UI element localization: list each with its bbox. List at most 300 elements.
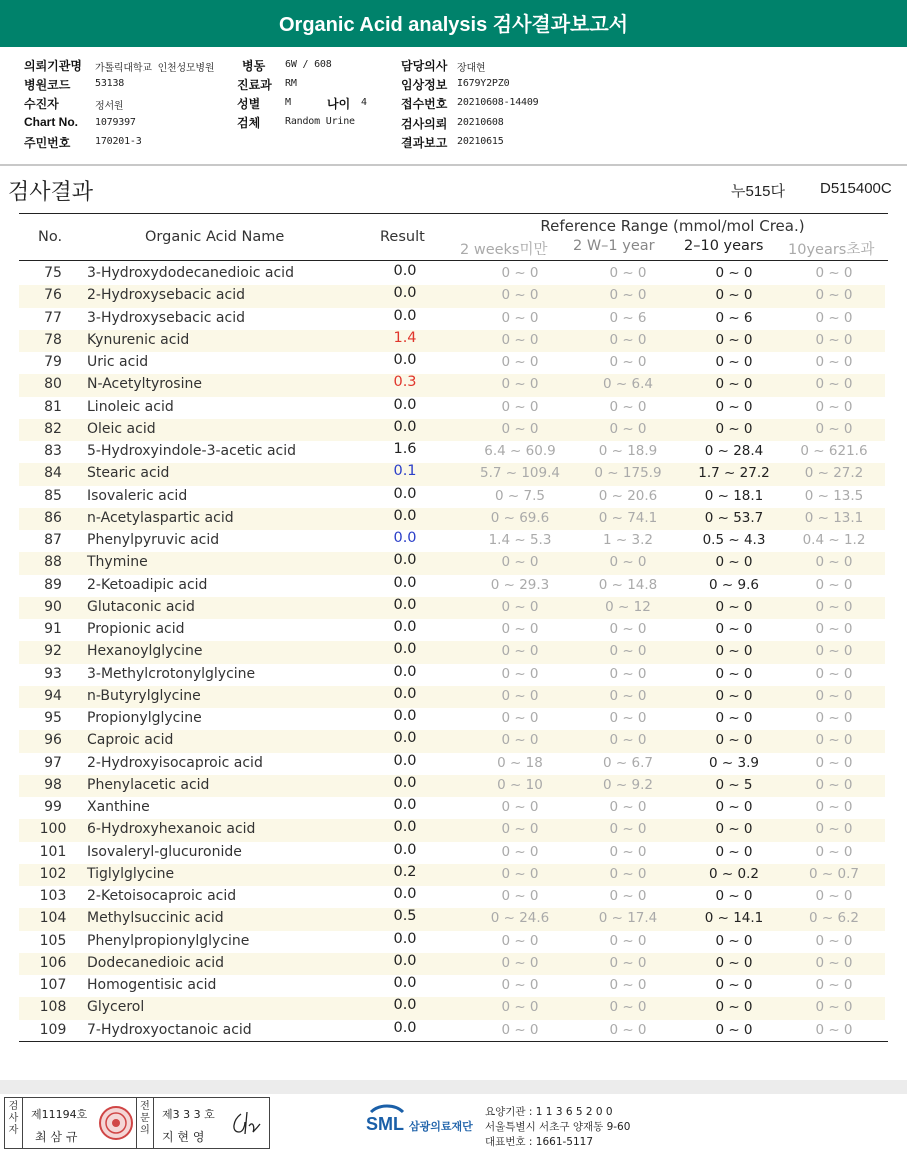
- table-row: [19, 664, 885, 686]
- row-range-10y: 0 ~ 6.2: [809, 910, 859, 927]
- table-row: [19, 463, 885, 485]
- row-name: 3-Hydroxysebacic acid: [87, 309, 245, 326]
- row-result: 0.0: [393, 819, 417, 836]
- examinee-value: 정서원: [95, 101, 124, 112]
- row-range-2weeks: 0 ~ 0: [501, 954, 539, 971]
- row-range-2-10y: 0 ~ 3.9: [709, 754, 759, 771]
- examiner-label: 검 사 자: [5, 1098, 23, 1148]
- sml-wordmark: SML: [366, 1114, 404, 1134]
- specimen-label: 검체: [237, 116, 261, 130]
- row-range-10y: 0 ~ 0: [815, 799, 853, 815]
- row-range-2-10y: 0 ~ 0: [715, 598, 753, 615]
- row-range-2-10y: 0 ~ 0: [715, 420, 753, 437]
- table-row: [19, 441, 885, 463]
- row-range-2-10y: 0 ~ 0: [715, 843, 753, 860]
- row-range-2weeks: 0 ~ 24.6: [490, 910, 550, 927]
- section-code-2: D515400C: [820, 180, 892, 197]
- request-value: 20210608: [457, 117, 504, 128]
- row-range-10y: 0 ~ 0: [815, 621, 853, 637]
- row-range-10y: 0 ~ 0: [815, 888, 853, 904]
- row-result: 0.0: [393, 730, 417, 747]
- institution-value: 가톨릭대학교 인천성모병원: [95, 63, 215, 74]
- row-range-2weeks: 0 ~ 0: [501, 932, 539, 949]
- receipt-value: 20210608-14409: [457, 97, 539, 108]
- table-row: [19, 775, 885, 797]
- receipt-label: 접수번호: [401, 97, 448, 111]
- row-range-2weeks: 0 ~ 0: [501, 287, 539, 304]
- row-range-10y: 0 ~ 0: [815, 954, 853, 971]
- row-range-2w1y: 0 ~ 0: [609, 954, 647, 971]
- row-range-2weeks: 0 ~ 10: [497, 776, 543, 793]
- subheader-10y: 10years초과: [788, 242, 875, 258]
- report-date-value: 20210615: [457, 136, 504, 147]
- row-range-2-10y: 0 ~ 0: [715, 999, 753, 1016]
- row-range-10y: 0 ~ 0: [815, 554, 853, 571]
- row-name: Hexanoylglycine: [87, 643, 203, 660]
- row-range-2w1y: 0 ~ 0: [609, 977, 647, 993]
- row-no: 81: [44, 398, 62, 415]
- row-range-2w1y: 0 ~ 17.4: [598, 910, 658, 927]
- row-range-10y: 0 ~ 0: [815, 265, 853, 281]
- row-range-2w1y: 0 ~ 6.4: [603, 376, 653, 393]
- chart-label: Chart No.: [24, 115, 78, 129]
- row-range-2w1y: 0 ~ 0: [609, 265, 647, 281]
- subheader-2w1y: 2 W–1 year: [573, 238, 655, 254]
- sml-logo: [365, 1102, 483, 1142]
- row-range-2weeks: 0 ~ 0: [501, 265, 539, 281]
- patient-info-block: [0, 50, 907, 164]
- row-range-2w1y: 0 ~ 0: [609, 621, 647, 637]
- row-range-2-10y: 0 ~ 0: [715, 331, 753, 348]
- table-row: [19, 842, 885, 864]
- row-range-2w1y: 0 ~ 0: [609, 732, 647, 749]
- row-name: Phenylpropionylglycine: [87, 932, 250, 949]
- row-no: 75: [44, 265, 62, 281]
- row-result: 0.2: [393, 863, 417, 880]
- table-row: [19, 352, 885, 374]
- specialist-no: 제3 3 3 호: [162, 1108, 215, 1121]
- table-row: [19, 374, 885, 396]
- ward-label: 병동: [242, 59, 266, 73]
- row-range-2weeks: 0 ~ 0: [501, 710, 539, 726]
- row-range-2weeks: 0 ~ 0: [501, 977, 539, 993]
- row-result: 0.0: [393, 263, 417, 279]
- row-range-2-10y: 0 ~ 0: [715, 554, 753, 571]
- row-range-10y: 0 ~ 0: [815, 331, 853, 348]
- row-range-2-10y: 0 ~ 0: [715, 643, 753, 660]
- row-no: 91: [44, 621, 62, 637]
- row-result: 0.0: [393, 685, 417, 702]
- row-range-2-10y: 0 ~ 0: [715, 265, 753, 281]
- row-no: 88: [44, 554, 62, 571]
- row-result: 0.0: [393, 641, 417, 658]
- row-no: 106: [39, 954, 67, 971]
- institution-code: 요양기관 : 1 1 3 6 5 2 0 0: [485, 1106, 613, 1118]
- row-result: 0.0: [393, 552, 417, 569]
- row-range-2weeks: 0 ~ 0: [501, 331, 539, 348]
- chart-value: 1079397: [95, 117, 136, 128]
- row-range-2weeks: 1.4 ~ 5.3: [488, 532, 552, 548]
- row-no: 108: [39, 999, 67, 1016]
- row-range-2-10y: 0 ~ 5: [715, 776, 753, 793]
- table-row: [19, 864, 885, 886]
- subheader-2-10y: 2–10 years: [684, 238, 764, 254]
- row-range-2w1y: 0 ~ 0: [609, 999, 647, 1016]
- table-row: [19, 619, 885, 641]
- table-row: [19, 597, 885, 619]
- row-range-10y: 0 ~ 0: [815, 1021, 853, 1038]
- sex-label: 성별: [237, 97, 261, 111]
- row-no: 109: [39, 1021, 67, 1038]
- header-result: Result: [380, 229, 425, 245]
- age-value: 4: [361, 97, 367, 108]
- row-range-2w1y: 0 ~ 0: [609, 554, 647, 571]
- row-range-2-10y: 0 ~ 0: [715, 821, 753, 838]
- table-row: [19, 330, 885, 352]
- address: 서울특별시 서초구 양재동 9-60: [485, 1121, 631, 1133]
- examiner-no: 제11194호: [31, 1108, 88, 1121]
- row-range-10y: 0 ~ 0: [815, 420, 853, 437]
- row-no: 76: [44, 287, 62, 304]
- row-result: 0.5: [393, 908, 417, 925]
- hospital-code-value: 53138: [95, 78, 125, 89]
- row-name: Glycerol: [87, 999, 145, 1016]
- table-row: [19, 308, 885, 330]
- table-row: [19, 530, 885, 552]
- row-result: 1.4: [393, 329, 417, 346]
- row-name: Propionic acid: [87, 621, 185, 637]
- row-range-2weeks: 0 ~ 0: [501, 843, 539, 860]
- row-result: 0.0: [393, 997, 417, 1014]
- row-result: 0.0: [393, 774, 417, 791]
- row-name: Phenylpyruvic acid: [87, 532, 220, 548]
- row-range-2weeks: 0 ~ 0: [501, 665, 539, 682]
- row-range-10y: 0 ~ 0: [815, 287, 853, 304]
- table-header-rule: [19, 260, 888, 261]
- resident-label: 주민번호: [24, 136, 71, 150]
- table-row: [19, 730, 885, 752]
- table-row: [19, 797, 885, 819]
- row-range-10y: 0 ~ 0: [815, 821, 853, 838]
- table-row: [19, 975, 885, 997]
- row-name: Phenylacetic acid: [87, 776, 210, 793]
- row-range-2w1y: 0 ~ 0: [609, 420, 647, 437]
- row-range-2weeks: 5.7 ~ 109.4: [479, 465, 560, 482]
- row-name: n-Butyrylglycine: [87, 687, 201, 704]
- row-range-2-10y: 0 ~ 0: [715, 687, 753, 704]
- row-result: 0.0: [393, 708, 417, 724]
- row-result: 0.0: [393, 396, 417, 413]
- row-range-2-10y: 0 ~ 0: [715, 354, 753, 370]
- row-name: n-Acetylaspartic acid: [87, 509, 234, 526]
- row-no: 93: [44, 665, 62, 682]
- row-range-10y: 0 ~ 0: [815, 687, 853, 704]
- clinical-value: I679Y2PZ0: [457, 78, 510, 89]
- request-label: 검사의뢰: [401, 117, 448, 131]
- row-range-2w1y: 0 ~ 6.7: [603, 754, 653, 771]
- row-name: N-Acetyltyrosine: [87, 376, 202, 393]
- row-range-2-10y: 0 ~ 0: [715, 732, 753, 749]
- row-range-2weeks: 0 ~ 0: [501, 999, 539, 1016]
- row-name: Isovaleryl-glucuronide: [87, 843, 242, 860]
- row-range-2weeks: 0 ~ 0: [501, 643, 539, 660]
- doctor-label: 담당의사: [401, 59, 448, 73]
- row-name: Oleic acid: [87, 420, 156, 437]
- row-result: 0.0: [393, 663, 417, 680]
- row-name: Kynurenic acid: [87, 331, 190, 348]
- row-range-10y: 0 ~ 621.6: [800, 443, 868, 459]
- row-range-2-10y: 0 ~ 18.1: [704, 487, 764, 504]
- row-range-2w1y: 0 ~ 20.6: [598, 487, 658, 504]
- row-range-10y: 0.4 ~ 1.2: [802, 532, 866, 548]
- row-range-2weeks: 0 ~ 0: [501, 376, 539, 393]
- divider: [0, 164, 907, 166]
- row-no: 85: [44, 487, 62, 504]
- table-bottom-rule: [19, 1041, 888, 1042]
- table-row: [19, 641, 885, 663]
- row-range-2weeks: 0 ~ 0: [501, 799, 539, 815]
- row-range-10y: 0 ~ 0: [815, 398, 853, 415]
- table-row: [19, 1020, 885, 1042]
- row-result: 0.0: [393, 307, 417, 324]
- table-row: [19, 686, 885, 708]
- row-range-2-10y: 0 ~ 0: [715, 376, 753, 393]
- row-range-10y: 0 ~ 27.2: [804, 465, 864, 482]
- row-range-2-10y: 0 ~ 0: [715, 932, 753, 949]
- dept-label: 진료과: [237, 78, 272, 92]
- row-name: Caproic acid: [87, 732, 174, 749]
- row-range-2-10y: 0 ~ 9.6: [709, 576, 759, 593]
- row-range-2w1y: 0 ~ 74.1: [598, 509, 658, 526]
- row-range-10y: 0 ~ 0: [815, 309, 853, 326]
- row-range-2w1y: 0 ~ 0: [609, 821, 647, 838]
- row-range-2-10y: 0 ~ 53.7: [704, 509, 764, 526]
- row-result: 0.0: [393, 352, 417, 368]
- row-range-2w1y: 0 ~ 0: [609, 932, 647, 949]
- report-date-label: 결과보고: [401, 136, 448, 150]
- row-range-2-10y: 1.7 ~ 27.2: [698, 465, 770, 482]
- table-row: [19, 886, 885, 908]
- subheader-2weeks: 2 weeks미만: [460, 242, 548, 258]
- row-range-2w1y: 0 ~ 0: [609, 331, 647, 348]
- row-no: 80: [44, 376, 62, 393]
- row-no: 92: [44, 643, 62, 660]
- row-range-2w1y: 0 ~ 0: [609, 843, 647, 860]
- row-name: Glutaconic acid: [87, 598, 195, 615]
- section-title: 검사결과: [8, 179, 94, 204]
- row-range-2weeks: 0 ~ 29.3: [490, 576, 550, 593]
- row-range-2-10y: 0 ~ 0.2: [709, 865, 759, 882]
- org-name: 삼광의료재단: [409, 1120, 473, 1133]
- row-range-2weeks: 0 ~ 0: [501, 309, 539, 326]
- row-no: 82: [44, 420, 62, 437]
- row-range-2-10y: 0 ~ 6: [715, 309, 753, 326]
- row-no: 98: [44, 776, 62, 793]
- row-name: 5-Hydroxyindole-3-acetic acid: [87, 443, 297, 459]
- results-table: [19, 263, 885, 1042]
- row-range-2weeks: 0 ~ 0: [501, 354, 539, 370]
- row-range-2weeks: 0 ~ 0: [501, 687, 539, 704]
- row-range-2weeks: 0 ~ 0: [501, 420, 539, 437]
- row-range-2-10y: 0 ~ 0: [715, 888, 753, 904]
- header-no: No.: [38, 229, 63, 245]
- row-range-2-10y: 0.5 ~ 4.3: [702, 532, 766, 548]
- row-range-2weeks: 0 ~ 0: [501, 554, 539, 571]
- institution-label: 의뢰기관명: [24, 59, 82, 73]
- row-range-2weeks: 0 ~ 0: [501, 398, 539, 415]
- row-range-2weeks: 0 ~ 0: [501, 865, 539, 882]
- row-name: Uric acid: [87, 354, 149, 370]
- specialist-label: 전 문 의: [136, 1098, 154, 1148]
- row-no: 87: [44, 532, 62, 548]
- footer-divider: [0, 1080, 907, 1094]
- row-range-2-10y: 0 ~ 0: [715, 665, 753, 682]
- row-range-2weeks: 0 ~ 0: [501, 1021, 539, 1038]
- phone: 대표번호 : 1661-5117: [485, 1136, 594, 1148]
- row-range-10y: 0 ~ 0: [815, 710, 853, 726]
- table-row: [19, 508, 885, 530]
- row-result: 0.0: [393, 930, 417, 947]
- row-no: 78: [44, 331, 62, 348]
- row-range-2w1y: 0 ~ 0: [609, 1021, 647, 1038]
- row-range-2-10y: 0 ~ 0: [715, 710, 753, 726]
- table-row: [19, 397, 885, 419]
- row-name: Propionylglycine: [87, 710, 202, 726]
- row-result: 0.0: [393, 418, 417, 435]
- row-range-10y: 0 ~ 0: [815, 576, 853, 593]
- table-row: [19, 552, 885, 574]
- row-no: 89: [44, 576, 62, 593]
- row-range-2w1y: 0 ~ 12: [605, 598, 651, 615]
- row-result: 0.0: [393, 952, 417, 969]
- row-no: 96: [44, 732, 62, 749]
- row-no: 77: [44, 309, 62, 326]
- row-result: 0.0: [393, 841, 417, 858]
- row-name: 3-Methylcrotonylglycine: [87, 665, 256, 682]
- row-result: 0.0: [393, 285, 417, 302]
- row-range-2weeks: 0 ~ 69.6: [490, 509, 550, 526]
- sml-logo-icon: [365, 1102, 483, 1138]
- row-name: 2-Ketoisocaproic acid: [87, 888, 237, 904]
- dept-value: RM: [285, 78, 297, 89]
- row-range-2w1y: 0 ~ 14.8: [598, 576, 658, 593]
- seal-icon: [98, 1105, 134, 1141]
- row-no: 79: [44, 354, 62, 370]
- row-range-2w1y: 0 ~ 0: [609, 287, 647, 304]
- table-row: [19, 953, 885, 975]
- examinee-label: 수진자: [24, 97, 59, 111]
- row-no: 105: [39, 932, 67, 949]
- row-no: 97: [44, 754, 62, 771]
- row-range-2-10y: 0 ~ 0: [715, 799, 753, 815]
- row-range-2w1y: 0 ~ 0: [609, 398, 647, 415]
- header-name: Organic Acid Name: [145, 229, 285, 245]
- row-name: Methylsuccinic acid: [87, 910, 224, 927]
- table-row: [19, 908, 885, 930]
- row-range-2w1y: 0 ~ 6: [609, 309, 647, 326]
- section-code-1: 누515다: [731, 183, 786, 200]
- row-name: 6-Hydroxyhexanoic acid: [87, 821, 256, 838]
- row-range-2weeks: 0 ~ 0: [501, 732, 539, 749]
- header-reference: Reference Range (mmol/mol Crea.): [540, 217, 805, 235]
- row-name: Stearic acid: [87, 465, 170, 482]
- table-top-rule: [19, 213, 888, 214]
- row-name: 3-Hydroxydodecanedioic acid: [87, 265, 294, 281]
- row-range-10y: 0 ~ 0: [815, 776, 853, 793]
- row-name: Tiglylglycine: [87, 865, 175, 882]
- doctor-value: 장대현: [457, 63, 486, 74]
- row-range-2weeks: 6.4 ~ 60.9: [484, 443, 556, 459]
- row-range-10y: 0 ~ 0: [815, 999, 853, 1016]
- sex-value: M: [285, 97, 291, 108]
- table-row: [19, 708, 885, 730]
- signature-box: [4, 1097, 270, 1149]
- row-range-10y: 0 ~ 0: [815, 665, 853, 682]
- row-result: 0.0: [393, 596, 417, 613]
- row-range-2w1y: 0 ~ 0: [609, 865, 647, 882]
- row-range-2w1y: 1 ~ 3.2: [603, 532, 653, 548]
- row-range-10y: 0 ~ 0: [815, 754, 853, 771]
- row-range-2w1y: 0 ~ 0: [609, 665, 647, 682]
- row-range-2weeks: 0 ~ 0: [501, 821, 539, 838]
- table-row: [19, 575, 885, 597]
- age-label: 나이: [327, 97, 351, 111]
- table-row: [19, 931, 885, 953]
- row-range-2w1y: 0 ~ 0: [609, 643, 647, 660]
- row-range-2-10y: 0 ~ 0: [715, 621, 753, 637]
- row-range-2w1y: 0 ~ 0: [609, 888, 647, 904]
- row-name: 2-Ketoadipic acid: [87, 576, 208, 593]
- row-no: 103: [39, 888, 67, 904]
- row-range-2-10y: 0 ~ 28.4: [704, 443, 764, 459]
- row-result: 0.0: [393, 752, 417, 769]
- row-range-10y: 0 ~ 0.7: [809, 865, 859, 882]
- row-no: 99: [44, 799, 62, 815]
- table-row: [19, 419, 885, 441]
- row-range-2weeks: 0 ~ 0: [501, 621, 539, 637]
- examiner-name: 최 삼 규: [35, 1130, 78, 1144]
- row-result: 0.0: [393, 485, 417, 502]
- row-no: 100: [39, 821, 67, 838]
- table-row: [19, 753, 885, 775]
- specialist-name: 지 현 영: [162, 1130, 205, 1144]
- row-result: 0.0: [393, 574, 417, 591]
- row-range-10y: 0 ~ 0: [815, 376, 853, 393]
- row-no: 90: [44, 598, 62, 615]
- row-no: 83: [44, 443, 62, 459]
- table-row: [19, 486, 885, 508]
- resident-value: 170201-3: [95, 136, 142, 147]
- row-result: 0.0: [393, 975, 417, 991]
- row-range-2weeks: 0 ~ 0: [501, 888, 539, 904]
- row-range-2w1y: 0 ~ 18.9: [598, 443, 658, 459]
- row-range-2w1y: 0 ~ 0: [609, 354, 647, 370]
- table-row: [19, 285, 885, 307]
- row-range-2-10y: 0 ~ 0: [715, 977, 753, 993]
- report-title: Organic Acid analysis 검사결과보고서: [0, 0, 907, 47]
- row-name: Dodecanedioic acid: [87, 954, 225, 971]
- row-no: 107: [39, 977, 67, 993]
- row-result: 0.0: [393, 886, 417, 902]
- row-range-2-10y: 0 ~ 0: [715, 954, 753, 971]
- row-range-2-10y: 0 ~ 0: [715, 287, 753, 304]
- row-range-10y: 0 ~ 0: [815, 932, 853, 949]
- row-result: 1.6: [393, 441, 417, 457]
- row-range-10y: 0 ~ 0: [815, 843, 853, 860]
- row-name: 7-Hydroxyoctanoic acid: [87, 1021, 252, 1038]
- row-result: 0.0: [393, 1019, 417, 1036]
- clinical-label: 임상정보: [401, 78, 448, 92]
